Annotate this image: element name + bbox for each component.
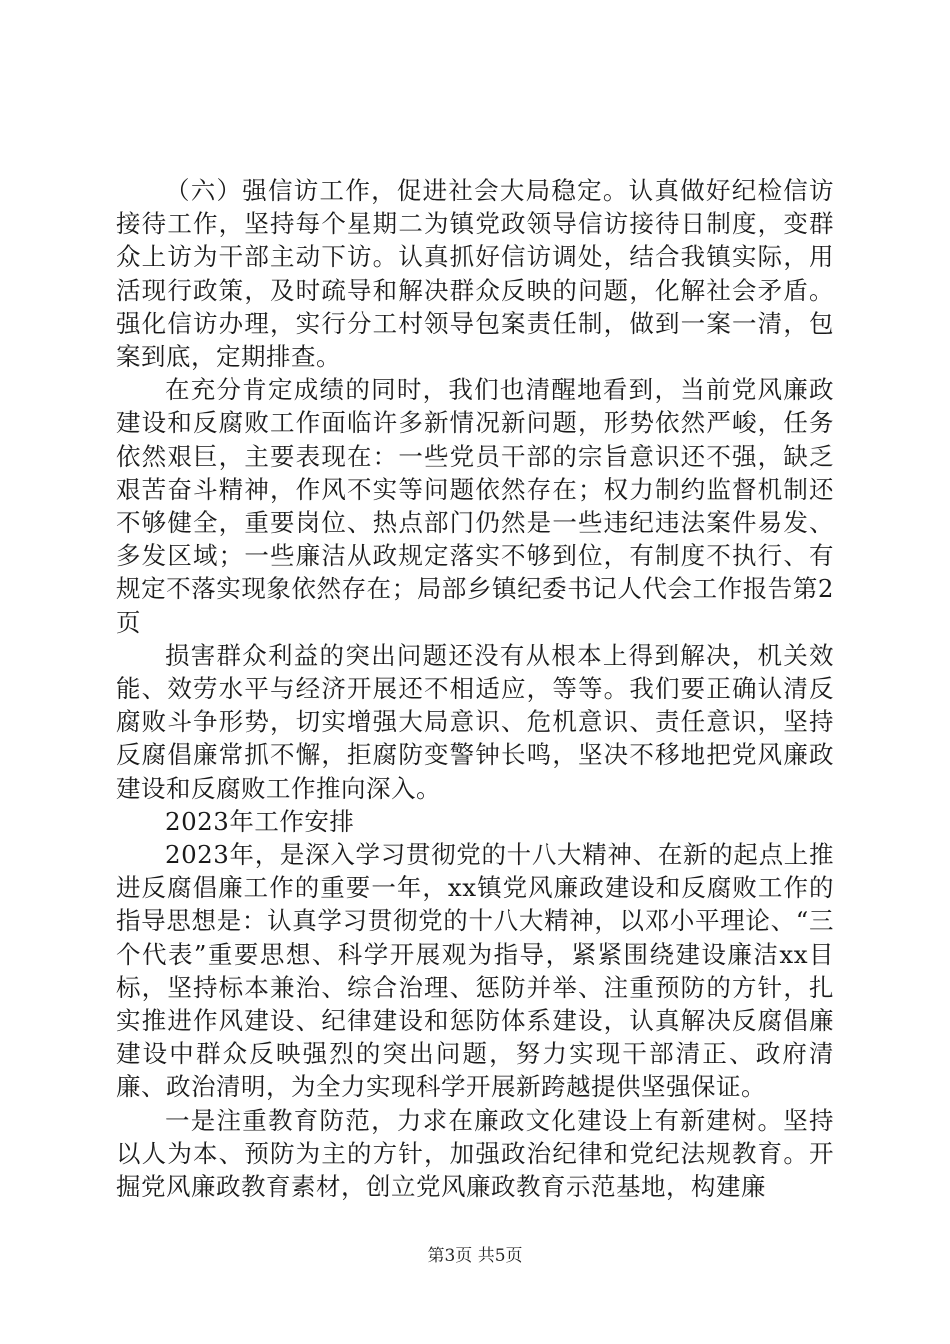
section-heading-work-plan: 2023年工作安排 xyxy=(165,806,355,836)
paragraph-problems: 在充分肯定成绩的同时，我们也清醒地看到，当前党风廉政建设和反腐败工作面临许多新情况新问题，形势依然严峻，任务依然艰巨，主要表现在：一些党员干部的宗旨意识还不强，缺乏艰苦奋斗精神，作风不实等问题依然存在；权力制约监督机制还不够健全，重要岗位、热点部门仍然是一些违纪违法案件易发、多发区域；一些廉洁从政规定落实不够到位，有制度不执行、有规定不落实现象依然存在；局部乡镇纪委书记人代会工作报告第2页 xyxy=(116,375,834,637)
paragraph-petition-work: （六）强信访工作，促进社会大局稳定。认真做好纪检信访接待工作，坚持每个星期二为镇党政领导信访接待日制度，变群众上访为干部主动下访。认真抓好信访调处，结合我镇实际，用活现行政策，及时疏导和解决群众反映的问题，化解社会矛盾。强化信访办理，实行分工村领导包案责任制，做到一案一清，包案到底，定期排查。 xyxy=(116,176,834,372)
paragraph-education: 一是注重教育防范，力求在廉政文化建设上有新建树。坚持以人为本、预防为主的方针，加强政治纪律和党纪法规教育。开掘党风廉政教育素材，创立党风廉政教育示范基地，构建廉 xyxy=(116,1105,834,1202)
page-number-footer: 第3页 共5页 xyxy=(427,1246,523,1266)
document-body xyxy=(116,174,834,1203)
paragraph-guiding-thought: 2023年，是深入学习贯彻党的十八大精神、在新的起点上推进反腐倡廉工作的重要一年，xx镇党风廉政建设和反腐败工作的指导思想是：认真学习贯彻党的十八大精神，以邓小平理论、“三个代表”重要思想、科学开展观为指导，紧紧围绕建设廉洁xx目标，坚持标本兼治、综合治理、惩防并举、注重预防的方针，扎实推进作风建设、纪律建设和惩防体系建设，认真解决反腐倡廉建设中群众反映强烈的突出问题，努力实现干部清正、政府清廉、政治清明，为全力实现科学开展新跨越提供坚强保证。 xyxy=(116,840,834,1102)
paragraph-interests: 损害群众利益的突出问题还没有从根本上得到解决，机关效能、效劳水平与经济开展还不相适应，等等。我们要正确认清反腐败斗争形势，切实增强大局意识、危机意识、责任意识，坚持反腐倡廉常抓不懈，拒腐防变警钟长鸣，坚决不移地把党风廉政建设和反腐败工作推向深入。 xyxy=(116,640,834,803)
